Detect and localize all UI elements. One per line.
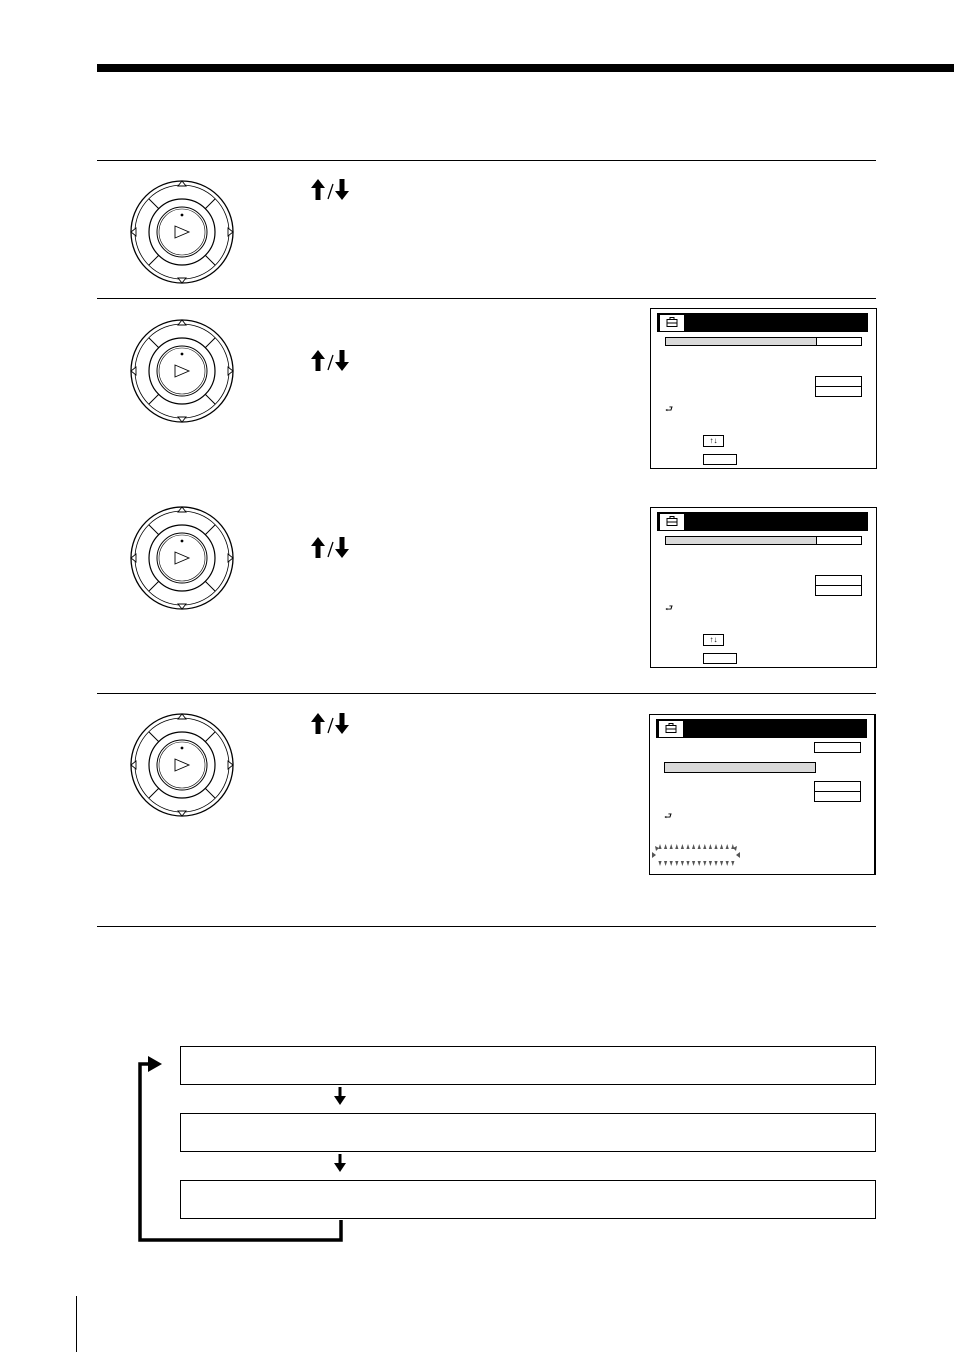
loop-back-arrow-icon <box>134 1050 348 1246</box>
up-down-arrow-icon <box>309 349 353 373</box>
blinking-indicator <box>650 842 742 870</box>
up-down-arrow-icon <box>309 178 353 202</box>
up-down-small-icon: ↑↓ <box>703 634 724 646</box>
up-down-small-icon: ↑↓ <box>703 435 724 447</box>
return-icon: ⮐ <box>665 603 674 613</box>
toolbox-icon <box>659 513 685 531</box>
setting-value-box <box>815 386 862 397</box>
tv-menu-screen <box>650 507 877 668</box>
setting-value-box <box>816 337 862 346</box>
return-icon: ⮐ <box>665 404 674 414</box>
header-bar <box>97 64 954 72</box>
margin-line <box>76 1296 77 1352</box>
up-down-arrow-icon <box>309 712 353 736</box>
section-divider <box>97 926 876 927</box>
setting-value-box <box>703 454 737 465</box>
control-dial-icon <box>129 712 235 818</box>
setting-value-box <box>814 791 861 802</box>
selected-menu-row <box>665 536 817 545</box>
control-dial-icon <box>129 179 235 285</box>
up-down-arrow-icon <box>309 536 353 560</box>
setting-value-box <box>814 742 861 753</box>
section-divider <box>97 693 876 694</box>
setting-value-box <box>816 536 862 545</box>
toolbox-icon <box>659 314 685 332</box>
tv-menu-screen <box>649 714 876 875</box>
control-dial-icon <box>129 505 235 611</box>
control-dial-icon <box>129 318 235 424</box>
setting-value-box <box>703 653 737 664</box>
selected-menu-row <box>665 337 817 346</box>
section-divider <box>97 298 876 299</box>
return-icon: ⮐ <box>664 811 673 821</box>
tv-menu-screen <box>650 308 877 469</box>
toolbox-icon <box>658 720 684 738</box>
selected-menu-row <box>664 762 816 773</box>
section-divider <box>97 160 876 161</box>
setting-value-box <box>815 585 862 596</box>
